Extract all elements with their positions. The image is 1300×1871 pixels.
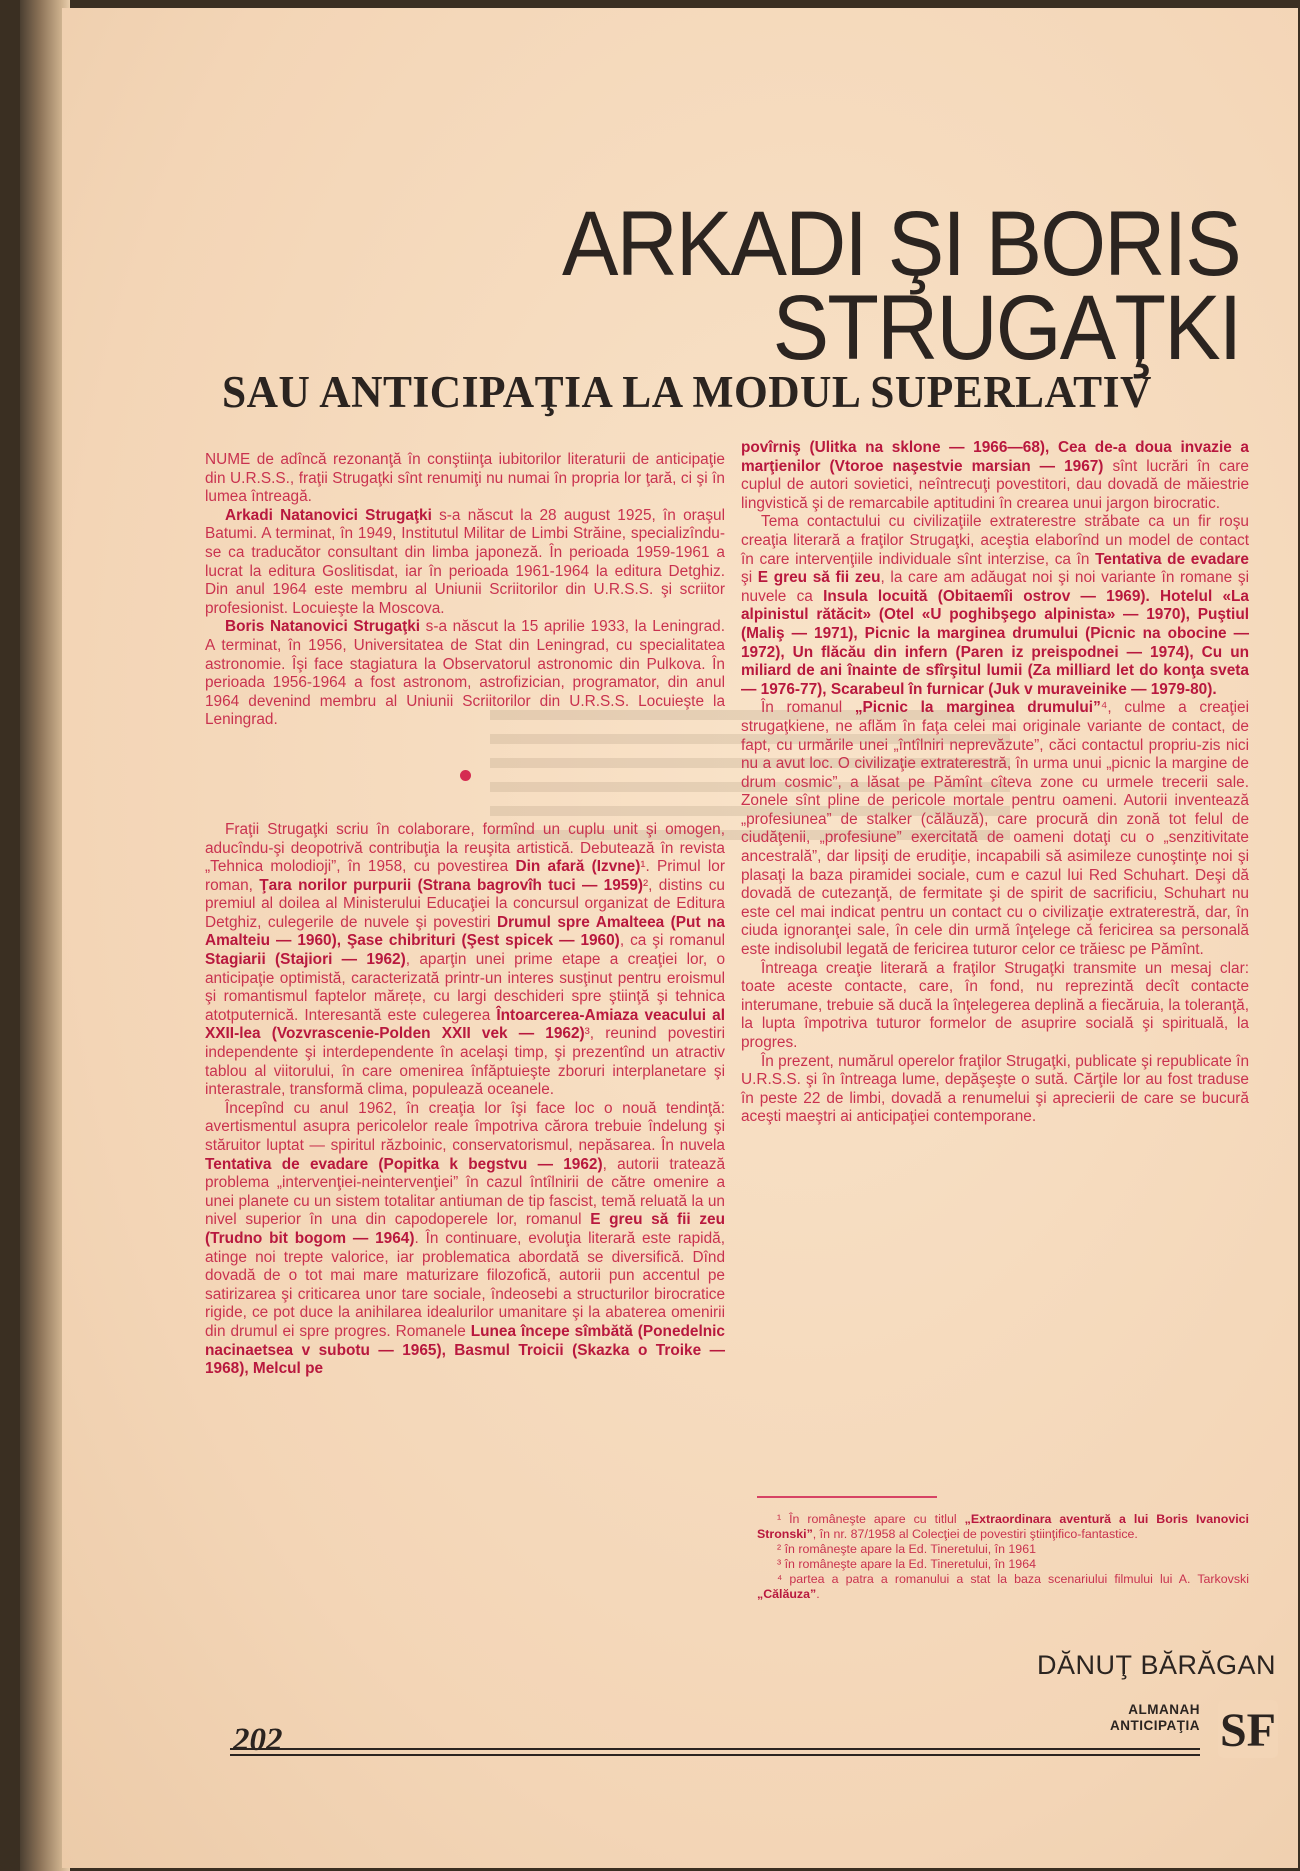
intro-paragraph: NUME de adîncă rezonanţă în conştiinţa iubitorilor literaturii de anticipaţie din U.R.S.S., fraţii Strugaţki sînt renumiţi nu numai în propria lor ţară, ci şi în lumea întreagă. (205, 451, 725, 506)
author-byline: DĂNUŢ BĂRĂGAN (1036, 1650, 1276, 1680)
work-title: „Călăuza” (757, 1587, 817, 1601)
bio-boris-text: s-a născut la 15 aprilie 1933, la Leningrad. A terminat, în 1956, Universitatea de Stat din Leningrad, cu specialitatea astronomie. Îşi face stagiatura la Observatorul astronomic din Pulkova. În perioada 1956-1964 a fost astronom, astrofizician, programator, din anul 1964 devenind membru al Uniunii Scriitorilor din U.R.S.S. Locuieşte la Leningrad. (205, 618, 725, 729)
magazine-name-line2: ANTICIPAŢIA (1110, 1718, 1200, 1733)
work-title: Insula locuită (Obitaemîi ostrov — 1969). Hotelul «La alpinistul rătăcit» (Otel «U poghibşego alpinista» — 1970), Puştiul (Maliş — 1971), Picnic la marginea drumului (Picnic na obocine — 1972), Un flăcău din infern (Paren iz preispodnei — 1974), Cu un miliard de ani înainte de sfîrşitul lumii (Za milliard let do konţa sveta — 1976-77), Scarabeul în furnicar (Juk v muraveinike — 1979-80). (741, 587, 1249, 698)
text-span: . În continuare, evoluţia literară este rapidă, atinge noi trepte valorice, iar problematica abordată se diversifică. Dînd dovadă de o tot mai mare maturizare filozofică, autorii pun accentul pe satirizarea şi criticarea unor tare sociale, îndeosebi a structurilor birocratice rigide, ce pot duce la anihilarea idealurilor umanitare şi la abaterea omenirii din drumul ei spre progres. Romanele (205, 1229, 725, 1340)
left-column (205, 451, 725, 1379)
work-title: „Extraordinara aventură a lui Boris Ivanovici Stronski” (757, 1512, 1249, 1541)
work-title: „Picnic la marginea drumului” (854, 699, 1101, 717)
work-title: Ţara norilor purpurii (Strana bagrovîh tuci — 1959) (259, 876, 644, 894)
text-span: ¹ În româneşte apare cu titlul (777, 1512, 965, 1526)
work-title: Întoarcerea-Amiaza veacului al XXII-lea (Vozvrascenie-Polden XXII vek — 1962) (205, 1006, 726, 1043)
text-span: , în nr. 87/1958 al Colecţiei de povestiri ştiinţifico-fantastice. (812, 1527, 1138, 1541)
text-span: Fraţii Strugaţki scriu în colaborare, formînd un cuplu unit şi omogen, aducîndu-şi deopotrivă contribuţia la reuşita artistică. Debutează în revista „Tehnica molodioji”, în 1958, cu povestirea (205, 820, 725, 876)
footnote-divider (757, 1496, 937, 1498)
work-title: E greu să fii zeu (757, 569, 881, 587)
text-span: şi (741, 569, 758, 587)
work-title: Tentativa de evadare (1095, 550, 1249, 568)
text-span: sînt lucrări în care cuplul de autori sovietici, neîntrecuţi povestitori, dau dovadă de măiestrie lingvistică şi de remarcabile aptitudini în crearea unui jargon birocratic. (741, 457, 1249, 512)
work-title: Drumul spre Amalteea (Put na Amalteiu — 1960), Şase chibrituri (Şest spicek — 1960) (205, 913, 725, 950)
page-number: 202 (233, 1722, 283, 1758)
right-column (741, 439, 1249, 1127)
text-span: Tema contactului cu civilizaţiile extraterestre străbate ca un fir roşu creaţia literară a fraţilor Strugaţki, aceştia elaborînd un model de contact în care intervenţiile individuale sînt interzise, ca în (741, 513, 1249, 568)
paragraph-present: În prezent, numărul operelor fraţilor Strugaţki, publicate şi republicate în U.R.S.S. şi în întreaga lume, depăşeşte o sută. Cărţile lor au fost traduse în peste 22 de limbi, dovadă a renumelui şi aprecierii de care se bucură aceşti maeştri ai anticipaţiei contemporane. (741, 1052, 1249, 1126)
footnote-1 (757, 1512, 1249, 1542)
text-span: , la care am adăugat noi şi noi variante în romane şi nuvele ca (741, 569, 1249, 605)
article-subtitle: SAU ANTICIPAŢIA LA MODUL SUPERLATIV (222, 367, 1152, 417)
bio-arkadi (205, 507, 725, 619)
name-boris: Boris Natanovici Strugaţki (225, 618, 421, 636)
text-span: , autorii tratează problema „intervenţiei-neintervenţiei” în cazul întîlnirii de către omenire a unei planete cu un sistem totalitar antiuman de tip fascist, temă reluată la un nivel superior în una din capodoperele lor, romanul (205, 1155, 726, 1229)
footnote-2: ² în româneşte apare la Ed. Tineretului, în 1961 (777, 1542, 1036, 1556)
work-title: Stagiarii (Stajiori — 1962) (205, 951, 406, 969)
article-title-line2: STRUGAŢKI (772, 277, 1240, 379)
text-span: ², distins cu premiul al doilea al Ministerului Educaţiei la concursul organizat de Editura Detghiz, culegerile de nuvele şi povestiri (205, 876, 725, 931)
work-title: Din afară (Izvne) (515, 858, 641, 876)
text-span: Începînd cu anul 1962, în creaţia lor îşi face loc o nouă tendinţă: avertismentul asupra pericolelor reale împotriva cărora trebuie îndelung şi stăruitor luptat — spiritul războinic, conservatorismul, nepăsarea. În nuvela (205, 1099, 725, 1154)
footer-rule-bottom (230, 1754, 1200, 1756)
paragraph-collaboration (205, 821, 725, 1100)
bio-arkadi-text: s-a născut la 28 august 1925, în oraşul Batumi. A terminat, în 1949, Institutul Militar de Limbi Străine, specializîndu-se ca traducător consultant din limba japoneză. În perioada 1959-1961 a lucrat la editura Goslitisdat, iar în perioada 1961-1964 la editura Detghiz. Din anul 1964 este membru al Uniunii Scriitorilor din U.R.S.S. şi scriitor profesionist. Locuieşte la Moscova. (205, 506, 725, 617)
work-title: Tentativa de evadare (Popitka k begstvu — 1962) (205, 1155, 603, 1173)
paragraph-message: Întreaga creaţie literară a fraţilor Strugaţki transmite un mesaj clar: toate aceste contacte, care, în fond, nu reprezintă decît contacte interumane, trebuie să ducă la înţelegerea deplină a fiecăruia, la toleranţă, la lupta împotriva tuturor formelor de asuprire socială şi spirituală, la progres. (741, 959, 1249, 1051)
footer-rule-top (230, 1748, 1200, 1750)
section-bullet (460, 770, 471, 781)
text-span: ⁴, culme a creaţiei strugaţkiene, ne aflăm în faţa celei mai originale variante de contact, de fapt, cu urmările unei „întîlniri neprevăzute”, căci contactul propriu-zis nici nu a avut loc. O civilizaţie extraterestră, în urma unui „picnic la margine de drum cosmic”, a lăsat pe Pămînt cîteva zone cu urmele trecerii sale. Zonele sînt pline de pericole mortale pentru oameni. Autorii inventează „profesiunea” de stalker (călăuză), care procură din zonă tot felul de ciudăţenii, „profesiune” exercitată de oameni dotaţi cu o „senzitivitate ancestrală”, dar lipsiţi de erudiţie, incapabili să asimileze cunoştinţe noi şi plasaţi la baza piramidei sociale, cum e cazul lui Red Schuhart. Deşi dă dovadă de cutezanţă, de fermitate şi de spirit de sacrificiu, Schuhart nu este cel mai indicat pentru un contact cu o civilizaţie extraterestră, dar, în ciuda ignoranţei sale, în cele din urmă înţelege că fericirea sa personală este indisolubil legată de fericirea tuturor celor ce trăiesc pe Pămînt. (741, 699, 1249, 959)
text-span: ¹. Primul lor roman, (205, 858, 725, 894)
work-title: E greu să fii zeu (Trudno bit bogom — 1964) (205, 1211, 725, 1247)
paragraph-contact-theme (741, 513, 1249, 699)
paragraph-picnic (741, 699, 1249, 959)
bio-boris (205, 618, 725, 730)
work-title: Lunea începe sîmbătă (Ponedelnic nacinaetsea v subotu — 1965), Basmul Troicii (Skazka o Troike — 1968), Melcul pe (205, 1322, 725, 1378)
footnote-3: ³ în româneşte apare la Ed. Tineretului, în 1964 (777, 1557, 1036, 1571)
text-span: , ca şi romanul (619, 932, 725, 950)
sf-logo-text: SF (1219, 1704, 1277, 1757)
magazine-name-line1: ALMANAH (1128, 1702, 1200, 1717)
text-span: În romanul (761, 699, 855, 717)
footnote-4 (757, 1572, 1249, 1602)
article-title-line1: ARKADI ŞI BORIS (562, 193, 1240, 295)
paragraph-continuation (741, 439, 1249, 513)
footnotes (757, 1512, 1249, 1602)
text-span: ³, reunind povestiri independente şi interdependente în acelaşi timp, şi prezentînd un atractiv tablou al viitorului, în care omenirea înfăptuieşte zboruri interplanetare şi interastrale, transformă clima, populează oceanele. (205, 1025, 726, 1099)
text-span: . (816, 1587, 820, 1601)
paragraph-new-trend (205, 1100, 725, 1379)
text-span: ⁴ partea a patra a romanului a stat la baza scenariului filmului lui A. Tarkovski (777, 1572, 1249, 1586)
name-arkadi: Arkadi Natanovici Strugaţki (225, 506, 432, 524)
text-span: , aparţin unei prime etape a creaţiei lor, o anticipaţie optimistă, caracterizată printr-un interes susţinut pentru eroismul şi romantismul faptelor mărețe, cu largi deschideri spre ştiinţă şi tehnica atotputernică. Interesantă este culegerea (205, 951, 726, 1024)
magazine-name (1110, 1702, 1200, 1734)
sf-logo-icon (1218, 1700, 1278, 1758)
work-title: povîrniş (Ulitka na sklone — 1966—68), Cea de-a doua invazie a marţienilor (Vtoroe naşestvie marsian — 1967) (741, 439, 1249, 475)
